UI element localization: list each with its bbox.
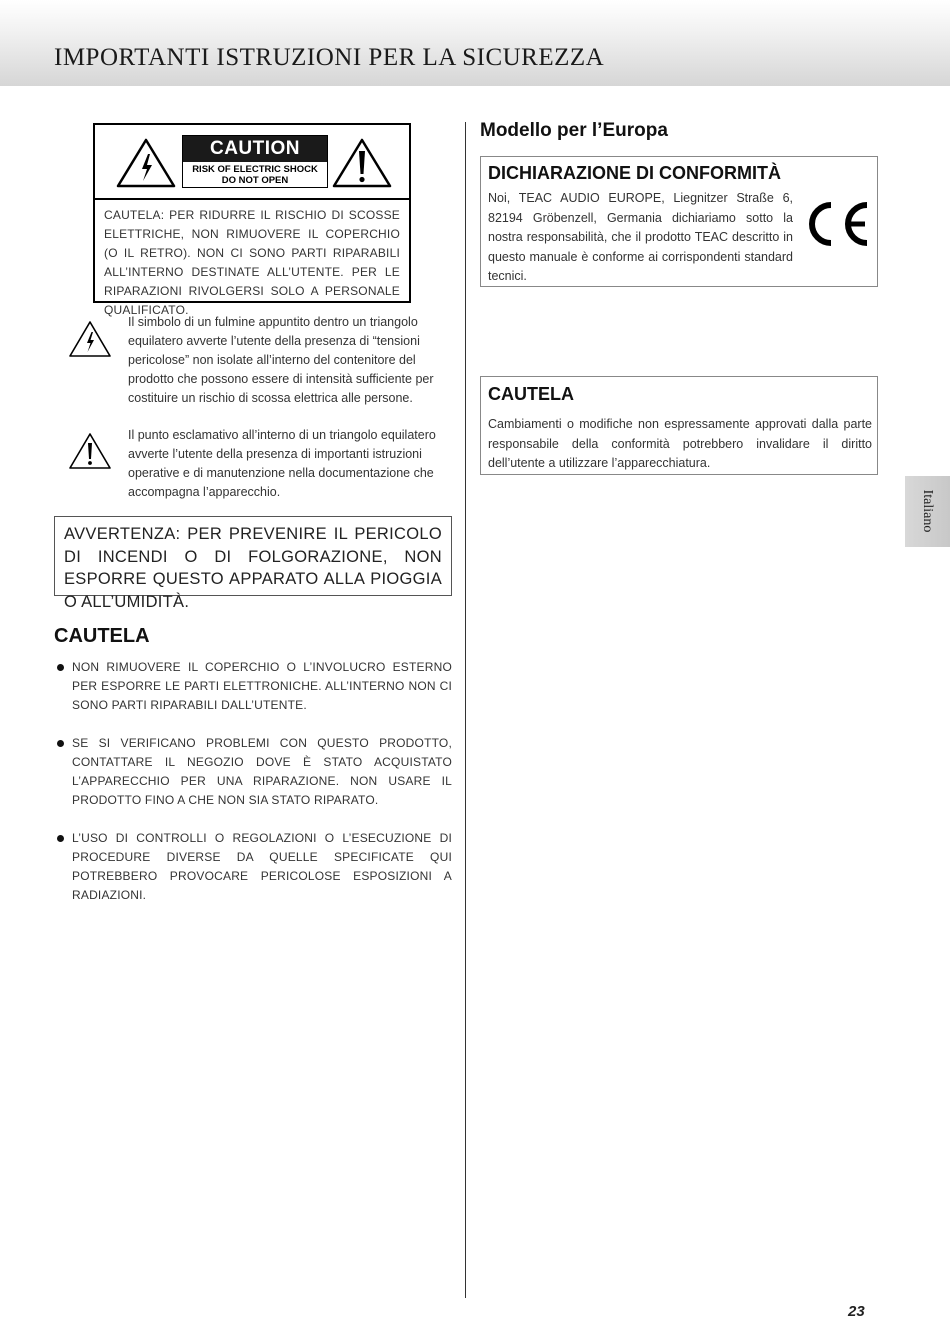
cautela-right-title: CAUTELA xyxy=(488,384,574,404)
exclamation-triangle-icon xyxy=(68,432,112,470)
lightning-triangle-icon xyxy=(68,320,112,358)
exclamation-triangle-icon xyxy=(331,137,393,189)
bullet-icon xyxy=(57,664,64,671)
exclamation-symbol-text: Il punto esclamativo all’interno di un triangolo equilatero avverte l’utente della presenza di importanti istruzioni operative e di manutenzione nella documentazione che accompagna l’apparecchio. xyxy=(128,428,436,499)
page-number: 23 xyxy=(848,1303,865,1320)
list-item-text: SE SI VERIFICANO PROBLEMI CON QUESTO PRODOTTO, CONTATTARE IL NEGOZIO DOVE È STATO ACQUISTATO L’APPARECCHIO PER UNA RIPARAZIONE. NON USARE IL PRODOTTO FINO A CHE NON SIA STATO RIPARATO. xyxy=(72,736,452,807)
declaration-text: Noi, TEAC AUDIO EUROPE, Liegnitzer Straße 6, 82194 Gröbenzell, Germania dichiariamo sotto la nostra responsabilità, che il prodotto TEAC descritto in questo manuale è conforme ai corrispondenti standard tecnici. xyxy=(488,191,793,283)
declaration-box xyxy=(480,156,878,287)
list-item-text: L’USO DI CONTROLLI O REGOLAZIONI O L’ESECUZIONE DI PROCEDURE DIVERSE DA QUELLE SPECIFICATE QUI POTREBBERO PROVOCARE PERICOLOSE ESPOSIZIONI A RADIAZIONI. xyxy=(72,831,452,902)
cautela-right-text: Cambiamenti o modifiche non espressamente approvati dalla parte responsabile della conformità potrebbero invalidare il diritto dell’utente a utilizzare l’apparecchiatura. xyxy=(488,417,872,470)
cautela-list xyxy=(54,658,452,924)
list-item xyxy=(54,734,452,810)
europe-model-heading: Modello per l’Europa xyxy=(480,120,668,141)
caution-label-box xyxy=(93,123,411,317)
list-item-text: NON RIMUOVERE IL COPERCHIO O L’INVOLUCRO ESTERNO PER ESPORRE LE PARTI ELETTRONICHE. ALL’INTERNO NON CI SONO PARTI RIPARABILI DALL’UTENTE. xyxy=(72,660,452,712)
cautela-heading: CAUTELA xyxy=(54,625,150,647)
caution-risk-line: RISK OF ELECTRIC SHOCK xyxy=(192,164,318,175)
warning-text: AVVERTENZA: PER PREVENIRE IL PERICOLO DI INCENDI O DI FOLGORAZIONE, NON ESPORRE QUESTO APPARATO ALLA PIOGGIA O ALL’UMIDITÀ. xyxy=(64,525,442,611)
declaration-title: DICHIARAZIONE DI CONFORMITÀ xyxy=(488,163,781,183)
caution-label-header xyxy=(95,125,409,200)
bullet-icon xyxy=(57,835,64,842)
header-band xyxy=(0,0,950,86)
lightning-symbol-text: Il simbolo di un fulmine appuntito dentro un triangolo equilatero avverte l’utente della presenza di “tensioni pericolose” non isolate all’interno del contenitore del prodotto che possono essere di intensità sufficiente per costituire un rischio di scossa elettrica alle persone. xyxy=(128,315,434,405)
bullet-icon xyxy=(57,740,64,747)
list-item xyxy=(54,658,452,715)
page-title: IMPORTANTI ISTRUZIONI PER LA SICUREZZA xyxy=(54,44,605,71)
caution-label-text: CAUTELA: PER RIDURRE IL RISCHIO DI SCOSSE ELETTRICHE, NON RIMUOVERE IL COPERCHIO (O IL RETRO). NON CI SONO PARTI RIPARABILI ALL’INTERNO DESTINATE ALL’UTENTE. PER LE RIPARAZIONI RIVOLGERSI SOLO A PERSONALE QUALIFICATO. xyxy=(104,208,400,317)
language-tab-label: Italiano xyxy=(920,489,935,533)
caution-word: CAUTION xyxy=(183,136,327,162)
warning-box xyxy=(54,516,452,611)
list-item xyxy=(54,829,452,905)
ce-mark-icon xyxy=(803,199,871,249)
caution-sign xyxy=(182,135,328,188)
cautela-right-box xyxy=(480,376,878,475)
lightning-triangle-icon xyxy=(115,137,177,189)
caution-do-not-open-line: DO NOT OPEN xyxy=(221,175,289,186)
language-tab xyxy=(905,476,950,547)
column-divider xyxy=(465,122,466,1298)
